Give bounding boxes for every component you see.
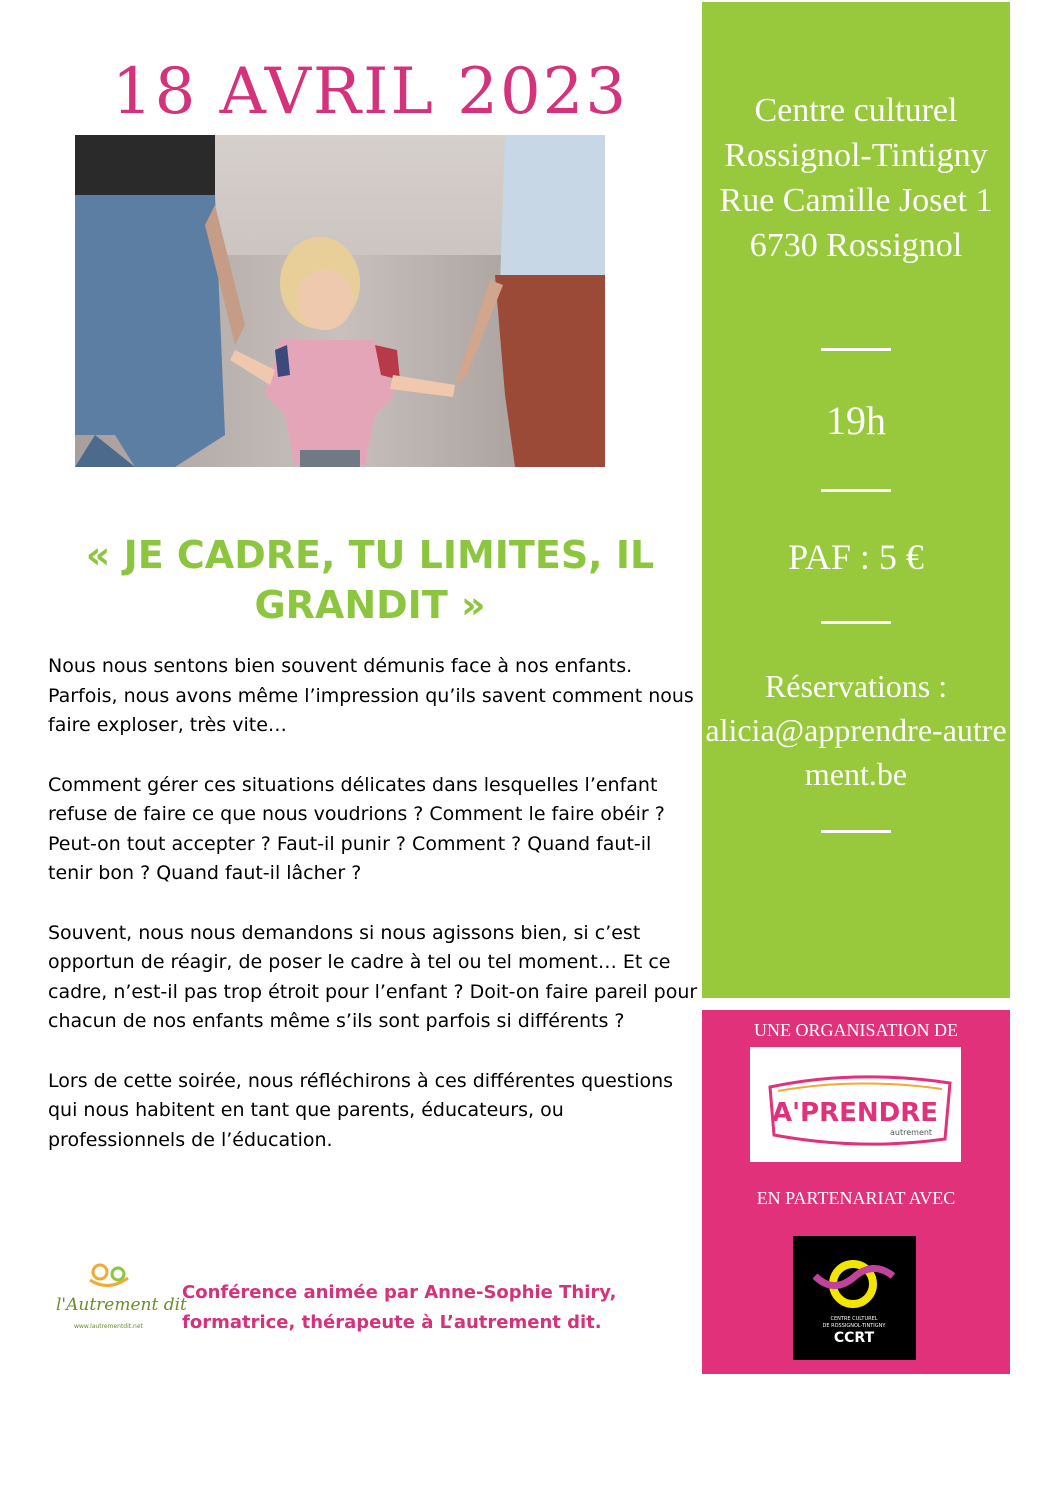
reservation-email[interactable]: alicia@apprendre-autrement.be: [705, 712, 1007, 792]
speaker-name: Anne-Sophie Thiry,: [424, 1282, 617, 1303]
autrement-dit-wordmark: l'Autrement dit: [56, 1295, 187, 1315]
event-time: 19h: [826, 398, 886, 443]
reservations-label: Réservations :: [764, 668, 948, 704]
autrement-dit-url: www.lautrementdit.net: [74, 1323, 143, 1330]
partner-label: EN PARTENARIAT AVEC: [756, 1188, 956, 1208]
event-date: 18 AVRIL 2023: [111, 55, 629, 129]
ccrt-line2: DE ROSSIGNOL-TINTIGNY: [822, 1323, 886, 1329]
organiser-label: UNE ORGANISATION DE: [754, 1020, 958, 1040]
apprendre-wordmark: A'PRENDRE: [771, 1098, 939, 1128]
paragraph-doubts: Souvent, nous nous demandons si nous agissons bien, si c’est opportun de réagir, de poser le cadre à tel ou tel moment… Et ce cadre, n’est-il pas trop étroit pour l’enfant ? Doit-on faire pareil pour chacun de nos enfants même s’ils sont parfois si différents ?: [48, 921, 698, 1032]
event-title: « JE CADRE, TU LIMITES, IL GRANDIT »: [85, 533, 655, 627]
speaker-credits: [182, 1278, 662, 1338]
family-photo: [75, 135, 605, 467]
paragraph-evening: Lors de cette soirée, nous réfléchirons à ces différentes questions qui nous habitent en tant que parents, éducateurs, ou professionnels de l’éducation.: [48, 1069, 674, 1151]
apprendre-subtitle: autrement: [890, 1128, 933, 1137]
divider: [821, 348, 891, 351]
divider: [821, 489, 891, 492]
ccrt-logo: [793, 1236, 916, 1360]
divider: [821, 621, 891, 624]
paragraph-intro: Nous nous sentons bien souvent démunis face à nos enfants. Parfois, nous avons même l’impression qu’ils savent comment nous faire exploser, très vite…: [48, 655, 694, 736]
paragraph-questions: Comment gérer ces situations délicates dans lesquelles l’enfant refuse de faire ce que nous voudrions ? Comment le faire obéir ? Peut-on tout accepter ? Faut-il punir ? Comment ? Quand faut-il tenir bon ? Quand faut-il lâcher ?: [48, 773, 665, 884]
entry-fee: PAF : 5 €: [788, 537, 924, 577]
event-description: [48, 652, 698, 1185]
autrement-dit-logo: [52, 1260, 187, 1340]
divider: [821, 830, 891, 833]
organisers-panel: [702, 1010, 1010, 1374]
ccrt-wordmark: CCRT: [833, 1330, 875, 1346]
credits-prefix: Conférence animée par: [182, 1282, 425, 1303]
speaker-role: formatrice, thérapeute à L’autrement dit.: [182, 1312, 602, 1333]
ccrt-line1: CENTRE CULTUREL: [830, 1316, 878, 1322]
reservations: [702, 664, 1010, 796]
apprendre-autrement-logo: [750, 1047, 961, 1162]
info-panel: [702, 2, 1010, 998]
venue-address: Centre culturel Rossignol-Tintigny Rue Camille Joset 1 6730 Rossignol: [719, 92, 993, 264]
